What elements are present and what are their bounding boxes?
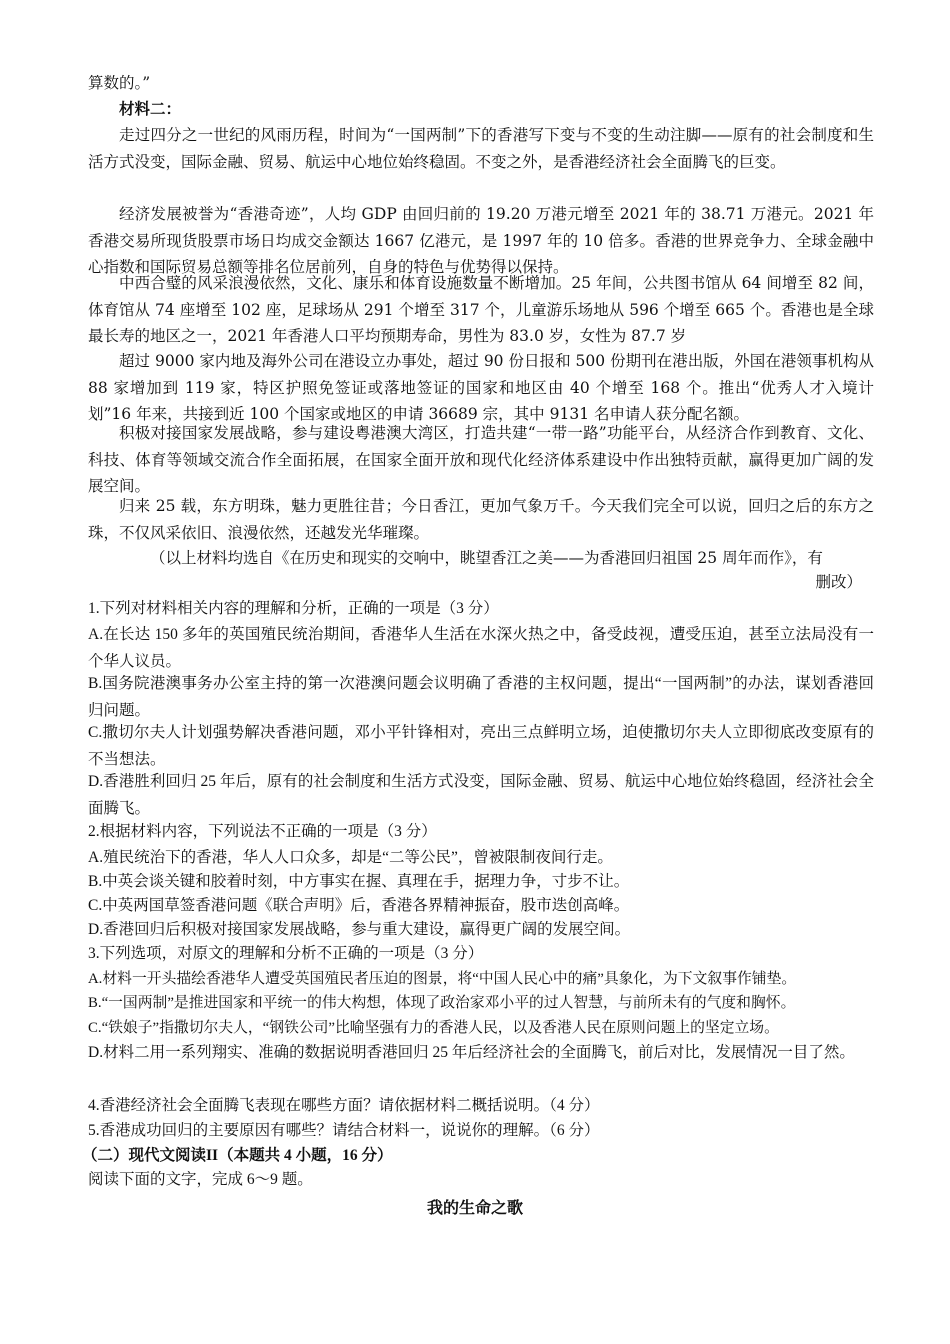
source-citation: （以上材料均选自《在历史和现实的交响中，眺望香江之美——为香港回归祖国 25 周年而作》，有 [150,549,823,567]
question-3-option-b: B.“一国两制”是推进国家和平统一的伟大构想，体现了政治家邓小平的过人智慧，与前所未有的气度和胸怀。 [88,995,796,1011]
material2-paragraph-1: 走过四分之一世纪的风雨历程，时间为“一国两制”下的香港写下变与不变的生动注脚——原有的社会制度和生活方式没变，国际金融、贸易、航运中心地位始终稳固。不变之外，是香港经济社会全面腾飞的巨变。 [88,126,874,171]
section-2-instruction: 阅读下面的文字，完成 6～9 题。 [88,1171,313,1188]
material2-heading: 材料二： [119,99,182,118]
question-1-option-d: D.香港胜利回归 25 年后，原有的社会制度和生活方式没变，国际金融、贸易、航运中心地位始终稳固，经济社会全面腾飞。 [88,773,874,817]
question-1-option-b: B.国务院港澳事务办公室主持的第一次港澳问题会议明确了香港的主权问题，提出“一国两制”的办法，谋划香港回归问题。 [88,675,874,719]
question-2-option-a: A.殖民统治下的香港，华人人口众多，却是“二等公民”，曾被限制夜间行走。 [88,849,613,866]
material2-paragraph-5: 积极对接国家发展战略，参与建设粤港澳大湾区，打造共建“一带一路”功能平台，从经济合作到教育、文化、科技、体育等领域交流合作全面拓展，在国家全面开放和现代化经济体系建设中作出独特贡献，赢得更加广阔的发展空间。 [88,424,874,495]
question-3-stem: 3.下列选项，对原文的理解和分析不正确的一项是（3 分） [88,945,484,962]
question-2-option-c: C.中英两国草签香港问题《联合声明》后，香港各界精神振奋，股市迭创高峰。 [88,897,630,914]
section-2-heading: （二）现代文阅读II（本题共 4 小题，16 分） [82,1147,393,1164]
question-1-option-a: A.在长达 150 多年的英国殖民统治期间，香港华人生活在水深火热之中，备受歧视，遭受压迫，甚至立法局没有一个华人议员。 [88,626,874,670]
material2-paragraph-2: 经济发展被誉为“香港奇迹”，人均 GDP 由回归前的 19.20 万港元增至 2021 年的 38.71 万港元。2021 年香港交易所现货股票市场日均成交金额达 1667 亿港元，是 1997 年的 10 倍多。香港的世界竞争力、全球金融中心指数和国际贸易总额等排名位居前列，自身的特色与优势得以保持。 [88,205,874,276]
question-1-option-c: C.撒切尔夫人计划强势解决香港问题，邓小平针锋相对，亮出三点鲜明立场，迫使撒切尔夫人立即彻底改变原有的不当想法。 [88,724,874,768]
material2-paragraph-6: 归来 25 载，东方明珠，魅力更胜往昔；今日香江，更加气象万千。今天我们完全可以说，回归之后的东方之珠，不仅风采依旧、浪漫依然，还越发光华璀璨。 [88,497,874,542]
question-3-option-c: C.“铁娘子”指撒切尔夫人，“钢铁公司”比喻坚强有力的香港人民，以及香港人民在原则问题上的坚定立场。 [88,1020,779,1036]
source-citation-end: 删改） [815,573,862,591]
material2-paragraph-3: 中西合璧的风采浪漫依然，文化、康乐和体育设施数量不断增加。25 年间，公共图书馆从 64 间增至 82 间，体育馆从 74 座增至 102 座，足球场从 291 个增至 317 个，儿童游乐场地从 596 个增至 665 个。香港也是全球最长寿的地区之一，2021 年香港人口平均预期寿命，男性为 83.0 岁，女性为 87.7 岁 [88,274,874,345]
quote-end: 算数的。” [88,74,151,92]
question-3-option-a: A.材料一开头描绘香港华人遭受英国殖民者压迫的图景，将“中国人民心中的痛”具象化，为下文叙事作铺垫。 [88,971,797,987]
question-4-stem: 4.香港经济社会全面腾飞表现在哪些方面？请依据材料二概括说明。（4 分） [88,1097,600,1114]
article-title: 我的生命之歌 [426,1198,523,1217]
question-3-option-d: D.材料二用一系列翔实、准确的数据说明香港回归 25 年后经济社会的全面腾飞，前后对比，发展情况一目了然。 [88,1044,855,1061]
question-2-stem: 2.根据材料内容，下列说法不正确的一项是（3 分） [88,823,437,840]
question-2-option-b: B.中英会谈关键和胶着时刻，中方事实在握、真理在手，据理力争，寸步不让。 [88,873,630,890]
question-5-stem: 5.香港成功回归的主要原因有哪些？请结合材料一，说说你的理解。（6 分） [88,1122,600,1139]
question-2-option-d: D.香港回归后积极对接国家发展战略，参与重大建设，赢得更广阔的发展空间。 [88,921,631,938]
material2-paragraph-4: 超过 9000 家内地及海外公司在港设立办事处，超过 90 份日报和 500 份期刊在港出版，外国在港领事机构从 88 家增加到 119 家，特区护照免签证或落地签证的国家和地区由 40 个增至 168 个。推出“优秀人才入境计划”16 年来，共接到近 100 个国家或地区的申请 36689 宗，其中 9131 名申请人获分配名额。 [88,352,874,423]
question-1-stem: 1.下列对材料相关内容的理解和分析，正确的一项是（3 分） [88,600,499,617]
